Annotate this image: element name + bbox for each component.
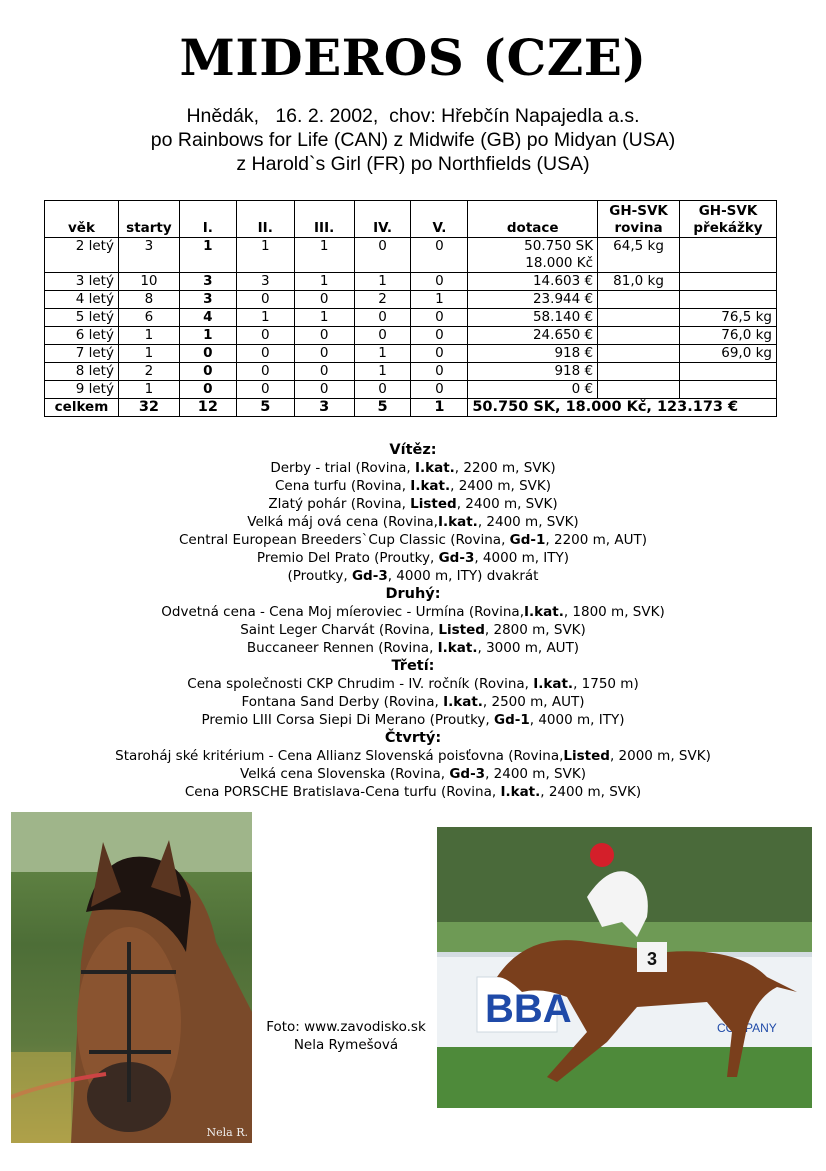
cell-starts: 8 <box>118 291 179 309</box>
second-list <box>0 603 826 657</box>
result-line <box>0 513 826 531</box>
cell-place-4: 0 <box>354 381 411 399</box>
cell-gh-flat: 81,0 kg <box>598 273 680 291</box>
result-line <box>0 567 826 585</box>
result-text: Fontana Sand Derby (Rovina, <box>241 694 444 710</box>
cell-place-1: 4 <box>179 309 236 327</box>
result-details: , 2400 m, SVK) <box>540 784 642 800</box>
header-gh-jumps <box>680 201 777 238</box>
result-details: , 2400 m, SVK) <box>477 514 579 530</box>
header-age: věk <box>45 201 119 238</box>
cell-age: 2 letý <box>45 238 119 273</box>
cell-starts: 3 <box>118 238 179 273</box>
cell-prize-line1: 50.750 SK <box>524 238 594 254</box>
result-details: , 1750 m) <box>573 676 639 692</box>
cell-place-2: 3 <box>236 273 294 291</box>
horse-name-title: MIDEROS (CZE) <box>179 28 647 87</box>
winner-heading: Vítěz: <box>389 442 437 458</box>
header-place-2: II. <box>236 201 294 238</box>
result-text: Cena společnosti CKP Chrudim - IV. ročník (Rovina, <box>187 676 534 692</box>
cell-age: 7 letý <box>45 345 119 363</box>
result-line <box>0 747 826 765</box>
cell-place-1: 1 <box>179 238 236 273</box>
result-line <box>0 639 826 657</box>
banner-text-2: COMPANY <box>717 1021 777 1035</box>
header-gh-flat <box>598 201 680 238</box>
cell-gh-flat <box>598 327 680 345</box>
header-prize: dotace <box>468 201 598 238</box>
cell-place-4: 1 <box>354 273 411 291</box>
cell-starts: 1 <box>118 381 179 399</box>
cell-gh-jumps <box>680 381 777 399</box>
result-details: , 2200 m, SVK) <box>454 460 556 476</box>
result-details: , 3000 m, AUT) <box>477 640 580 656</box>
cell-prize: 0 € <box>468 381 598 399</box>
header-place-5: V. <box>411 201 468 238</box>
cell-prize: 14.603 € <box>468 273 598 291</box>
cell-gh-jumps <box>680 238 777 273</box>
cell-total-place-3: 3 <box>294 399 354 417</box>
result-line <box>0 783 826 801</box>
result-details: , 2800 m, SVK) <box>484 622 586 638</box>
result-category: I.kat. <box>443 694 483 710</box>
cell-place-1: 3 <box>179 273 236 291</box>
cell-age: 6 letý <box>45 327 119 345</box>
result-text: Derby - trial (Rovina, <box>270 460 415 476</box>
cell-total-place-5: 1 <box>411 399 468 417</box>
cell-total-place-2: 5 <box>236 399 294 417</box>
winner-list <box>0 459 826 585</box>
cell-gh-jumps: 76,0 kg <box>680 327 777 345</box>
horse-racing-photo <box>437 827 812 1108</box>
pedigree-line-1: Hnědák, 16. 2. 2002, chov: Hřebčín Napajedla a.s. <box>186 105 640 127</box>
result-category: Gd-3 <box>351 568 388 584</box>
header-gh-flat-line1: GH-SVK <box>609 203 668 219</box>
result-text: (Proutky, <box>287 568 352 584</box>
result-details: , 4000 m, ITY) <box>474 550 570 566</box>
result-category: Listed <box>438 622 485 638</box>
third-list <box>0 675 826 729</box>
result-category: Gd-3 <box>438 550 475 566</box>
cell-place-2: 1 <box>236 238 294 273</box>
cell-starts: 6 <box>118 309 179 327</box>
cell-gh-jumps <box>680 273 777 291</box>
table-row <box>45 381 777 399</box>
cell-total-label: celkem <box>45 399 119 417</box>
result-text: Zlatý pohár (Rovina, <box>268 496 411 512</box>
cell-place-3: 0 <box>294 363 354 381</box>
cell-place-2: 0 <box>236 291 294 309</box>
cell-prize: 24.650 € <box>468 327 598 345</box>
result-text: Cena PORSCHE Bratislava-Cena turfu (Rovina, <box>184 784 501 800</box>
cell-place-5: 0 <box>411 327 468 345</box>
result-category: Gd-1 <box>509 532 546 548</box>
cell-place-1: 0 <box>179 363 236 381</box>
cell-place-5: 0 <box>411 273 468 291</box>
cell-gh-flat <box>598 363 680 381</box>
result-line <box>0 477 826 495</box>
result-text: Velká cena Slovenska (Rovina, <box>240 766 450 782</box>
table-row <box>45 291 777 309</box>
horse-head-photo <box>11 812 252 1143</box>
header-gh-jumps-line2: překážky <box>693 220 763 236</box>
cell-place-2: 1 <box>236 309 294 327</box>
cell-place-2: 0 <box>236 327 294 345</box>
cell-place-3: 1 <box>294 238 354 273</box>
result-text: Cena turfu (Rovina, <box>274 478 411 494</box>
header-place-3: III. <box>294 201 354 238</box>
cell-age: 3 letý <box>45 273 119 291</box>
cell-place-5: 0 <box>411 381 468 399</box>
cell-gh-jumps <box>680 363 777 381</box>
cell-place-5: 0 <box>411 309 468 327</box>
cell-prize: 58.140 € <box>468 309 598 327</box>
cell-gh-flat <box>598 345 680 363</box>
cell-place-4: 1 <box>354 363 411 381</box>
table-row <box>45 309 777 327</box>
cell-place-1: 0 <box>179 381 236 399</box>
cell-place-5: 1 <box>411 291 468 309</box>
table-row <box>45 327 777 345</box>
cell-place-5: 0 <box>411 363 468 381</box>
result-text: Saint Leger Charvát (Rovina, <box>240 622 439 638</box>
race-results <box>0 441 826 801</box>
cell-age: 4 letý <box>45 291 119 309</box>
table-row <box>45 238 777 273</box>
result-text: Staroháj ské kritérium - Cena Allianz Slovenská poisťovna (Rovina, <box>115 748 564 764</box>
result-category: I.kat. <box>533 676 574 692</box>
cell-prize-line2: 18.000 Kč <box>525 255 594 271</box>
result-details: , 4000 m, ITY) dvakrát <box>387 568 539 584</box>
result-line <box>0 459 826 477</box>
cell-place-2: 0 <box>236 381 294 399</box>
cell-place-4: 0 <box>354 238 411 273</box>
result-details: , 4000 m, ITY) <box>529 712 625 728</box>
photo-credit-line2: Nela Rymešová <box>293 1037 399 1053</box>
cell-place-4: 0 <box>354 327 411 345</box>
cell-age: 8 letý <box>45 363 119 381</box>
pedigree-line-2: po Rainbows for Life (CAN) z Midwife (GB) po Midyan (USA) <box>150 129 676 151</box>
result-text: Premio Del Prato (Proutky, <box>256 550 439 566</box>
cell-place-2: 0 <box>236 363 294 381</box>
pedigree-line-3: z Harold`s Girl (FR) po Northfields (USA) <box>236 153 590 175</box>
result-category: I.kat. <box>414 460 455 476</box>
cell-place-3: 1 <box>294 273 354 291</box>
pedigree-block <box>0 104 826 176</box>
header-gh-flat-line2: rovina <box>614 220 663 236</box>
result-text: Velká máj ová cena (Rovina, <box>247 514 438 530</box>
result-category: Listed <box>410 496 457 512</box>
table-header-row <box>45 201 777 238</box>
header-place-1: I. <box>179 201 236 238</box>
saddle-number: 3 <box>647 949 658 969</box>
cell-gh-flat <box>598 291 680 309</box>
cell-place-3: 0 <box>294 291 354 309</box>
result-category: I.kat. <box>437 514 478 530</box>
result-category: I.kat. <box>410 478 451 494</box>
cell-gh-flat <box>598 381 680 399</box>
cell-total-prize: 50.750 SK, 18.000 Kč, 123.173 € <box>468 399 777 417</box>
horse-head-illustration <box>11 812 252 1143</box>
result-line <box>0 765 826 783</box>
cell-place-3: 0 <box>294 381 354 399</box>
racing-illustration <box>437 827 812 1108</box>
result-line <box>0 621 826 639</box>
cell-total-place-1: 12 <box>179 399 236 417</box>
second-heading: Druhý: <box>385 586 441 602</box>
fourth-heading: Čtvrtý: <box>384 730 442 746</box>
cell-place-4: 0 <box>354 309 411 327</box>
cell-starts: 1 <box>118 327 179 345</box>
race-stats-table <box>44 200 777 417</box>
cell-place-3: 0 <box>294 345 354 363</box>
cell-gh-flat: 64,5 kg <box>598 238 680 273</box>
result-line <box>0 603 826 621</box>
result-category: I.kat. <box>524 604 564 620</box>
cell-place-4: 2 <box>354 291 411 309</box>
result-category: Gd-1 <box>494 712 530 728</box>
table-row <box>45 363 777 381</box>
cell-prize: 918 € <box>468 363 598 381</box>
cell-gh-jumps <box>680 291 777 309</box>
result-details: , 2400 m, SVK) <box>456 496 558 512</box>
result-line <box>0 675 826 693</box>
cell-age: 5 letý <box>45 309 119 327</box>
cell-place-2: 0 <box>236 345 294 363</box>
cell-place-5: 0 <box>411 345 468 363</box>
cell-place-4: 1 <box>354 345 411 363</box>
result-details: , 2400 m, SVK) <box>450 478 552 494</box>
banner-text-1: BBA <box>485 987 572 1031</box>
cell-gh-flat <box>598 309 680 327</box>
table-row <box>45 273 777 291</box>
result-details: , 1800 m, SVK) <box>563 604 665 620</box>
cell-place-1: 0 <box>179 345 236 363</box>
cell-prize <box>468 238 598 273</box>
cell-age: 9 letý <box>45 381 119 399</box>
result-details: , 2400 m, SVK) <box>485 766 586 782</box>
cell-prize: 23.944 € <box>468 291 598 309</box>
cell-starts: 2 <box>118 363 179 381</box>
result-text: Premio LIII Corsa Siepi Di Merano (Proutky, <box>201 712 495 728</box>
cell-place-3: 0 <box>294 327 354 345</box>
result-line <box>0 549 826 567</box>
result-text: Odvetná cena - Cena Moj míeroviec - Urmína (Rovina, <box>161 604 524 620</box>
cell-total-starts: 32 <box>118 399 179 417</box>
cell-place-1: 1 <box>179 327 236 345</box>
third-heading: Třetí: <box>391 658 435 674</box>
result-details: , 2000 m, SVK) <box>609 748 711 764</box>
cell-starts: 10 <box>118 273 179 291</box>
result-details: , 2200 m, AUT) <box>545 532 647 548</box>
result-line <box>0 693 826 711</box>
result-line <box>0 531 826 549</box>
result-category: Gd-3 <box>449 766 486 782</box>
photo-credit <box>258 1018 434 1054</box>
result-category: I.kat. <box>500 784 541 800</box>
result-text: Buccaneer Rennen (Rovina, <box>246 640 438 656</box>
result-line <box>0 495 826 513</box>
result-category: Listed <box>563 748 610 764</box>
result-line <box>0 711 826 729</box>
cell-starts: 1 <box>118 345 179 363</box>
table-total-row <box>45 399 777 417</box>
header-starts: starty <box>118 201 179 238</box>
result-text: Central European Breeders`Cup Classic (Rovina, <box>179 532 510 548</box>
result-details: , 2500 m, AUT) <box>482 694 585 710</box>
cell-place-5: 0 <box>411 238 468 273</box>
cell-total-place-4: 5 <box>354 399 411 417</box>
table-row <box>45 345 777 363</box>
cell-gh-jumps: 69,0 kg <box>680 345 777 363</box>
header-gh-jumps-line1: GH-SVK <box>698 203 758 219</box>
cell-place-1: 3 <box>179 291 236 309</box>
fourth-list <box>0 747 826 801</box>
photo-watermark: Nela R. <box>206 1126 248 1139</box>
result-category: I.kat. <box>437 640 478 656</box>
cell-gh-jumps: 76,5 kg <box>680 309 777 327</box>
cell-prize: 918 € <box>468 345 598 363</box>
header-place-4: IV. <box>354 201 411 238</box>
cell-place-3: 1 <box>294 309 354 327</box>
photo-credit-line1: Foto: www.zavodisko.sk <box>266 1019 426 1035</box>
